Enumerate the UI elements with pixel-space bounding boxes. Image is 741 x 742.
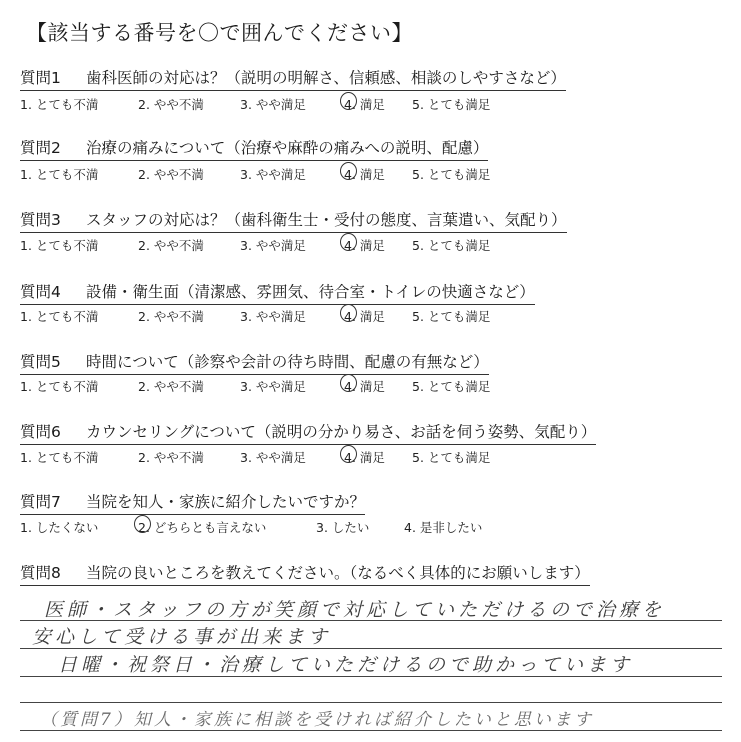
question-heading: [20, 350, 489, 375]
question-heading: [20, 561, 590, 586]
question-heading: [20, 420, 596, 445]
option-4[interactable]: 4. 是非したい: [404, 520, 483, 535]
option-4[interactable]: 4. 満足: [344, 238, 385, 253]
question-heading: [20, 208, 567, 233]
handwritten-answer-line: 医師・スタッフの方が笑顔で対応していただけるので治療を: [44, 599, 666, 621]
question-number: 質問2: [20, 139, 61, 157]
page-title: 【該当する番号を〇で囲んでください】: [26, 21, 413, 45]
question-heading: [20, 490, 365, 515]
option-1[interactable]: 1. とても不満: [20, 167, 99, 182]
option-1[interactable]: 1. したくない: [20, 520, 99, 535]
writing-line: [20, 730, 722, 731]
question-text: 治療の痛みについて（治療や麻酔の痛みへの説明、配慮）: [86, 139, 489, 157]
question-number: 質問4: [20, 283, 61, 301]
question-number: 質問8: [20, 564, 61, 582]
option-2[interactable]: 2. やや不満: [138, 167, 204, 182]
option-1[interactable]: 1. とても不満: [20, 379, 99, 394]
question-text: 当院を知人・家族に紹介したいですか？: [86, 493, 366, 511]
option-1[interactable]: 1. とても不満: [20, 97, 99, 112]
option-3[interactable]: 3. やや満足: [240, 379, 306, 394]
option-4[interactable]: 4. 満足: [344, 450, 385, 465]
writing-line: [20, 702, 722, 703]
question-number: 質問6: [20, 423, 61, 441]
option-3[interactable]: 3. やや満足: [240, 309, 306, 324]
option-3[interactable]: 3. したい: [316, 520, 370, 535]
option-3[interactable]: 3. やや満足: [240, 97, 306, 112]
question-heading: [20, 136, 488, 161]
option-5[interactable]: 5. とても満足: [412, 238, 491, 253]
question-text: 当院の良いところを教えてください。（なるべく具体的にお願いします）: [86, 564, 590, 582]
question-text: 設備・衛生面（清潔感、雰囲気、待合室・トイレの快適さなど）: [86, 283, 535, 301]
question-number: 質問7: [20, 493, 61, 511]
option-2[interactable]: 2. やや不満: [138, 309, 204, 324]
question-number: 質問3: [20, 211, 61, 229]
option-5[interactable]: 5. とても満足: [412, 450, 491, 465]
option-5[interactable]: 5. とても満足: [412, 379, 491, 394]
question-heading: [20, 66, 566, 91]
option-4[interactable]: 4. 満足: [344, 167, 385, 182]
question-number: 質問1: [20, 69, 61, 87]
option-4[interactable]: 4. 満足: [344, 97, 385, 112]
option-3[interactable]: 3. やや満足: [240, 450, 306, 465]
option-1[interactable]: 1. とても不満: [20, 450, 99, 465]
option-4[interactable]: 4. 満足: [344, 379, 385, 394]
handwritten-answer-line: （質問7）知人・家族に相談を受ければ紹介したいと思います: [40, 710, 594, 730]
question-text: 歯科医師の対応は？（説明の明解さ、信頼感、相談のしやすさなど）: [86, 69, 566, 87]
option-3[interactable]: 3. やや満足: [240, 167, 306, 182]
option-3[interactable]: 3. やや満足: [240, 238, 306, 253]
option-5[interactable]: 5. とても満足: [412, 97, 491, 112]
option-1[interactable]: 1. とても不満: [20, 309, 99, 324]
option-2[interactable]: 2. やや不満: [138, 238, 204, 253]
question-heading: [20, 280, 535, 305]
option-2[interactable]: 2. やや不満: [138, 97, 204, 112]
option-4[interactable]: 4. 満足: [344, 309, 385, 324]
option-1[interactable]: 1. とても不満: [20, 238, 99, 253]
question-text: スタッフの対応は？（歯科衛生士・受付の態度、言葉遣い、気配り）: [86, 211, 567, 229]
option-5[interactable]: 5. とても満足: [412, 309, 491, 324]
question-text: 時間について（診察や会計の待ち時間、配慮の有無など）: [86, 353, 489, 371]
question-number: 質問5: [20, 353, 61, 371]
handwritten-answer-line: 安心して受ける事が出来ます: [32, 626, 332, 648]
option-2[interactable]: 2. やや不満: [138, 450, 204, 465]
option-2[interactable]: 2. どちらとも言えない: [138, 520, 267, 535]
option-5[interactable]: 5. とても満足: [412, 167, 491, 182]
question-text: カウンセリングについて（説明の分かり易さ、お話を伺う姿勢、気配り）: [86, 423, 597, 441]
option-2[interactable]: 2. やや不満: [138, 379, 204, 394]
handwritten-answer-line: 日曜・祝祭日・治療していただけるので助かっています: [58, 654, 634, 676]
